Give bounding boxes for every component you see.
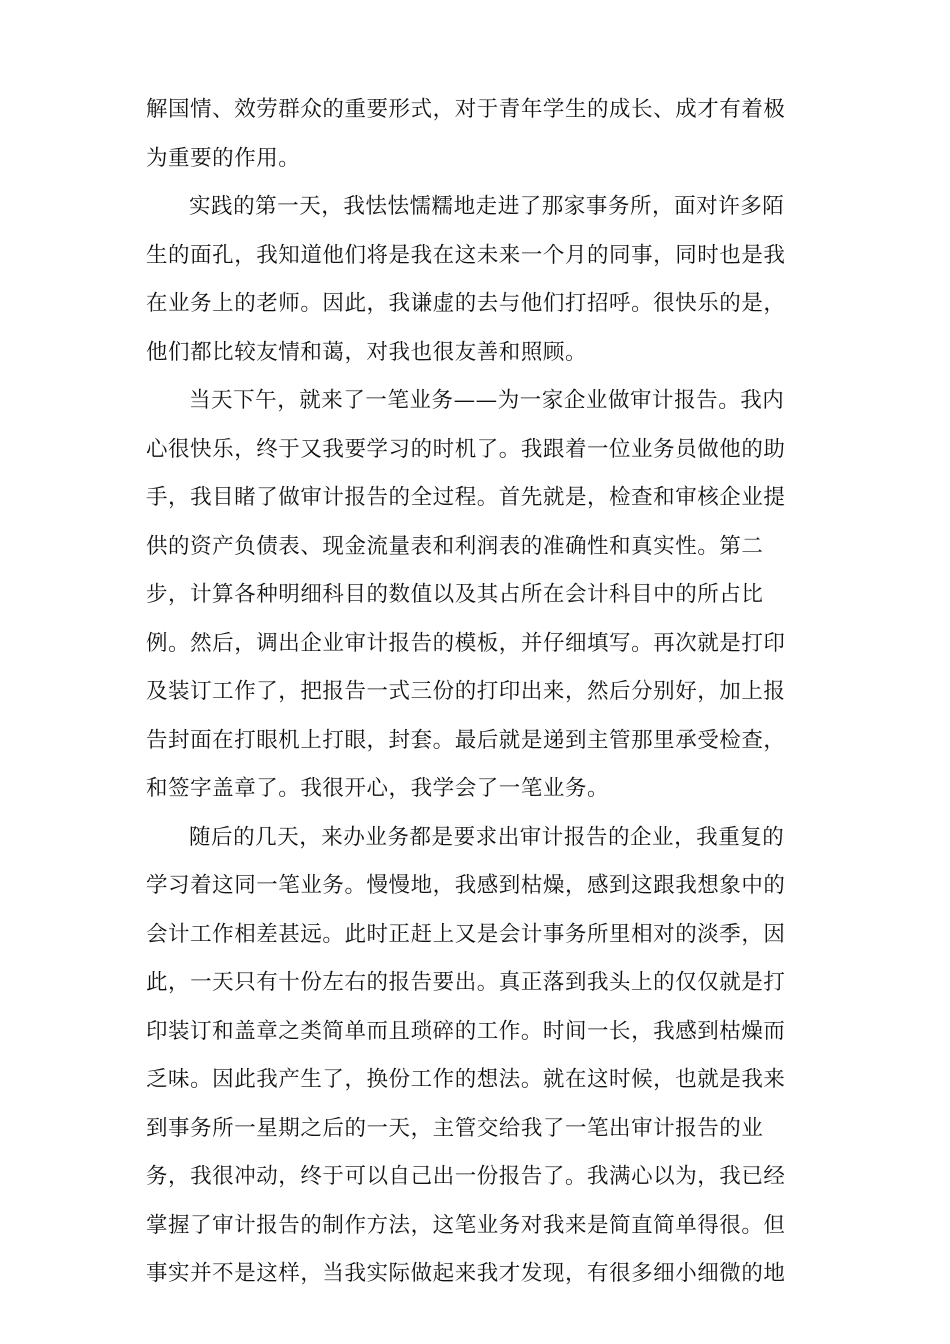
text-line: 手，我目睹了做审计报告的全过程。首先就是，检查和审核企业提 bbox=[146, 485, 786, 510]
text-line: 例。然后，调出企业审计报告的模板，并仔细填写。再次就是打印 bbox=[146, 630, 786, 656]
document-body bbox=[146, 86, 798, 1299]
text-line: 在业务上的老师。因此，我谦虚的去与他们打招呼。很快乐的是， bbox=[146, 291, 786, 316]
paragraph-first-line: 当天下午，就来了一笔业务——为一家企业做审计报告。我内 bbox=[189, 388, 785, 413]
paragraph-first-line: 随后的几天，来办业务都是要求出审计报告的企业，我重复的 bbox=[189, 824, 785, 850]
text-line: 会计工作相差甚远。此时正赶上又是会计事务所里相对的淡季，因 bbox=[146, 921, 786, 947]
text-line: 掌握了审计报告的制作方法，这笔业务对我来是简直简单得很。但 bbox=[146, 1212, 786, 1238]
paragraph-first-line: 实践的第一天，我怯怯懦糯地走进了那家事务所，面对许多陌 bbox=[189, 194, 785, 219]
text-line: 学习着这同一笔业务。慢慢地，我感到枯燥，感到这跟我想象中的 bbox=[146, 873, 786, 898]
text-line: 务，我很冲动，终于可以自己出一份报告了。我满心以为，我已经 bbox=[146, 1164, 786, 1189]
text-line: 及装订工作了，把报告一式三份的打印出来，然后分别好，加上报 bbox=[146, 679, 786, 704]
text-line: 心很快乐，终于又我要学习的时机了。我跟着一位业务员做他的助 bbox=[146, 436, 786, 462]
text-line: 他们都比较友情和蔼，对我也很友善和照顾。 bbox=[146, 339, 588, 365]
text-line: 生的面孔，我知道他们将是我在这未来一个月的同事，同时也是我 bbox=[146, 242, 786, 268]
text-line: 为重要的作用。 bbox=[146, 145, 301, 171]
text-line: 步，计算各种明细科目的数值以及其占所在会计科目中的所占比 bbox=[146, 582, 764, 607]
text-line: 供的资产负债表、现金流量表和利润表的准确性和真实性。第二 bbox=[146, 533, 764, 559]
text-line: 乏味。因此我产生了，换份工作的想法。就在这时候，也就是我来 bbox=[146, 1067, 786, 1092]
text-line: 和签字盖章了。我很开心，我学会了一笔业务。 bbox=[146, 776, 610, 801]
text-line: 到事务所一星期之后的一天，主管交给我了一笔出审计报告的业 bbox=[146, 1115, 764, 1141]
text-line: 此，一天只有十份左右的报告要出。真正落到我头上的仅仅就是打 bbox=[146, 970, 786, 995]
text-line: 事实并不是这样，当我实际做起来我才发现，有很多细小细微的地 bbox=[146, 1261, 786, 1286]
text-line: 解国情、效劳群众的重要形式，对于青年学生的成长、成才有着极 bbox=[146, 97, 786, 122]
text-line: 印装订和盖章之类简单而且琐碎的工作。时间一长，我感到枯燥而 bbox=[146, 1018, 786, 1044]
text-line: 告封面在打眼机上打眼，封套。最后就是递到主管那里承受检查， bbox=[146, 727, 786, 753]
